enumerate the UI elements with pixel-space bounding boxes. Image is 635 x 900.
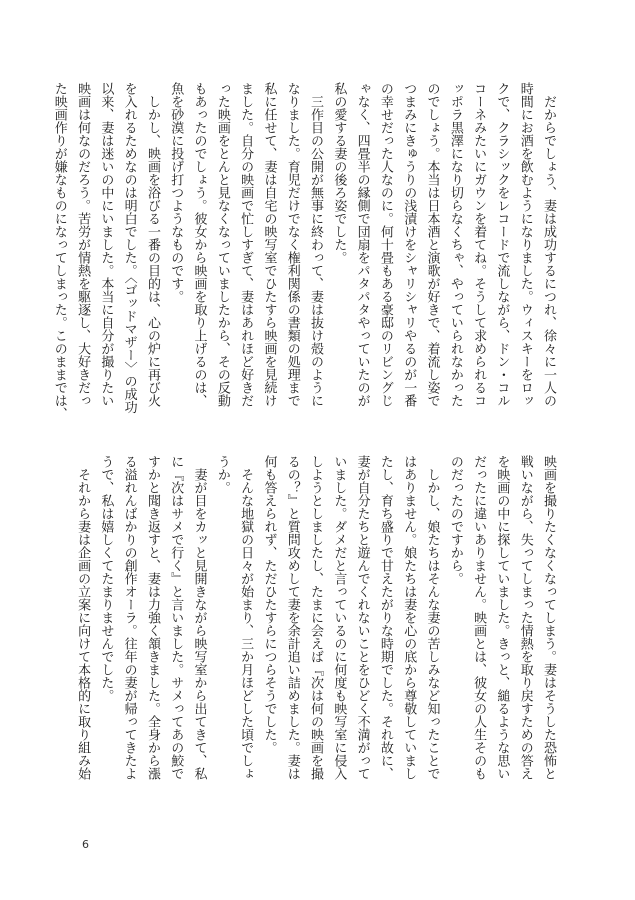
- text-column: ゃなく、四畳半の縁側で団扇をパタパタやっていたのが: [354, 82, 370, 407]
- text-column: コーネみたいにガウンを着てね。そうして求められるコ: [471, 82, 487, 407]
- text-column: るの？』と質問攻めして妻を余計追い詰めました。妻は: [284, 455, 300, 780]
- text-column: それから妻は企画の立案に向けて本格的に取り組み始: [75, 455, 91, 780]
- text-column: 私に任せて、妻は自宅の映写室でひたすら映画を見続け: [261, 82, 277, 407]
- text-column: に『次はサメで行く』と言いました。サメってあの鮫で: [168, 455, 184, 780]
- text-column: 映画を撮りたくなくなってしまう。妻はそうした恐怖と: [541, 455, 556, 780]
- text-column: を入れるためなのは明白でした。〈ゴッドマザー〉の成功: [121, 82, 137, 414]
- text-column: うか。: [214, 455, 230, 494]
- text-column: った映画をとんと見なくなっていましたから、その反動: [214, 82, 230, 407]
- text-column: の幸せだった人なのに。何十畳もある豪邸のリビングじ: [377, 82, 393, 407]
- text-column: 三作目の公開が無事に終わって、妻は抜け殻のように: [308, 82, 324, 407]
- text-column: 妻が目をカッと見開きながら映写室から出てきて、私: [191, 455, 207, 780]
- text-column: 映画は何なのだろう。苦労が情熱を駆逐し、大好きだっ: [75, 82, 91, 407]
- text-column: ッポラ黒澤になり切らなくちゃ、やっていられなかった: [447, 82, 463, 407]
- text-column: 魚を砂漠に投げ打つようなものです。: [168, 82, 184, 303]
- text-column: すかと聞き返すと、妻は力強く頷きました。全身から漲: [144, 455, 160, 780]
- text-column: だからでしょう、妻は成功するにつれ、徐々に一人の: [541, 82, 556, 407]
- text-column: うで、私は嬉しくてたまりませんでした。: [98, 455, 114, 702]
- text-column: たし、育ち盛りで甘えたがりな時期でした。それ故に、: [377, 455, 393, 780]
- bottom-text-block: [75, 455, 560, 825]
- text-column: 時間にお酒を飲むようになりました。ウィスキーをロッ: [517, 82, 533, 407]
- page-number: 6: [82, 838, 89, 851]
- text-column: はありません。娘たちは妻を心の底から尊敬していまし: [401, 455, 417, 780]
- text-column: そんな地獄の日々が始まり、三か月ほどした頃でしょ: [238, 455, 254, 780]
- text-column: 以来、妻は迷いの中にいました。本当に自分が撮りたい: [98, 82, 114, 407]
- text-column: 私の愛する妻の後ろ姿でした。: [331, 82, 347, 264]
- text-column: しようとしましたし、たまに会えば『次は何の映画を撮: [308, 455, 324, 780]
- text-column: なりました。育児だけでなく権利関係の書類の処理まで: [284, 82, 300, 407]
- text-column: つまみにきゅうりの浅漬けをシャリシャリやるのが一番: [401, 82, 417, 407]
- text-column: 妻が自分たちと遊んでくれないことをひどく不満がって: [354, 455, 370, 780]
- text-column: しかし、娘たちはそんな妻の苦しみなど知ったことで: [424, 455, 440, 780]
- text-column: もあったのでしょう。彼女から映画を取り上げるのは、: [191, 82, 207, 407]
- text-column: だったに違いありません。映画とは、彼女の人生そのも: [471, 455, 487, 780]
- text-column: ました。自分の映画で忙しすぎて、妻はあれほど好きだ: [238, 82, 254, 407]
- text-column: た映画作りが嫌なものになってしまった。このままでは、: [51, 82, 67, 420]
- top-text-block: [51, 82, 560, 467]
- text-column: いました。ダメだと言っているのに何度も映写室に侵入: [331, 455, 347, 780]
- text-column: のだったのですから。: [447, 455, 463, 585]
- text-column: 何も答えられず、ただひたすらにつらそうでした。: [261, 455, 277, 754]
- text-column: しかし、映画を浴びる一番の目的は、心の炉に再び火: [144, 82, 160, 407]
- text-column: を映画の中に探していました。きっと、縋るような思い: [494, 455, 510, 780]
- text-column: のでしょう。本当は日本酒と演歌が好きで、着流し姿で: [424, 82, 440, 407]
- text-column: る溢れんばかりの創作オーラ。往年の妻が帰ってきたよ: [121, 455, 137, 780]
- text-column: 戦いながら、失ってしまった情熱を取り戻すための答え: [517, 455, 533, 780]
- text-column: クで、クラシックをレコードで流しながら、ドン・コル: [494, 82, 510, 407]
